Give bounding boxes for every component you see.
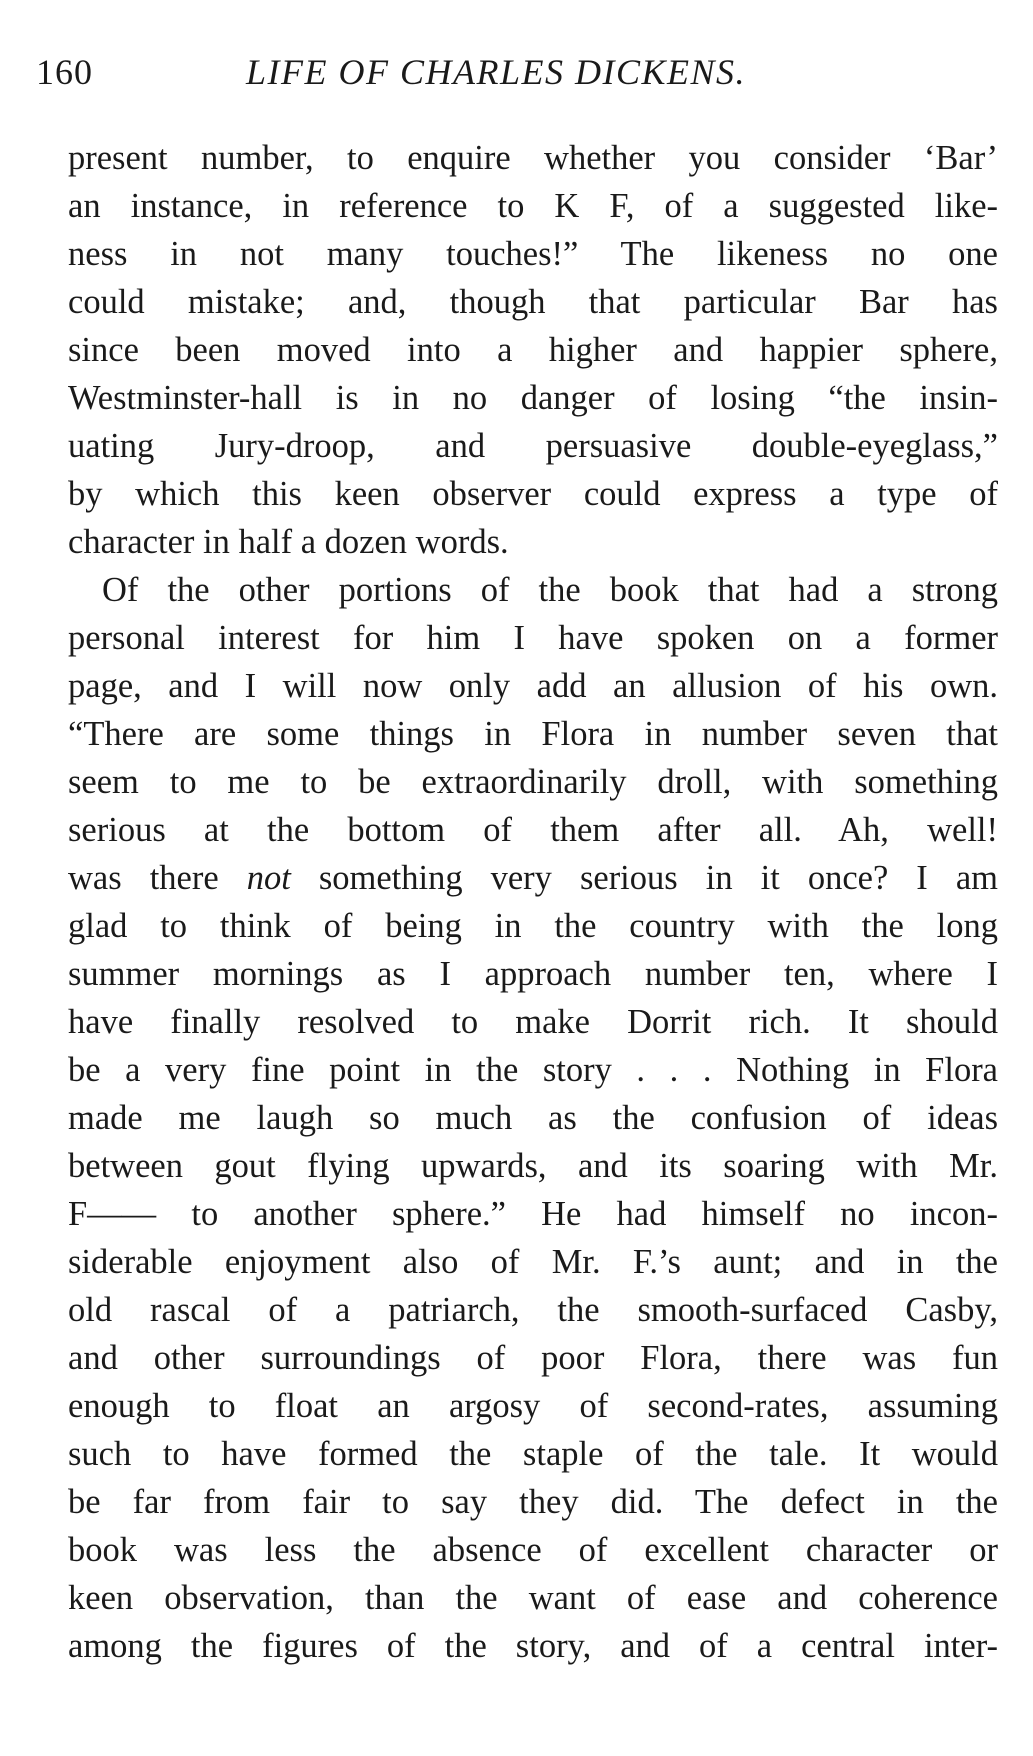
text-line: “There are some things in Flora in number seven that [68, 715, 998, 753]
text-line: book was less the absence of excellent character or [68, 1531, 998, 1569]
running-head [36, 48, 816, 96]
text-line: present number, to enquire whether you consider ‘Bar’ [68, 139, 998, 177]
paragraph-end-line: character in half a dozen words. [68, 523, 509, 561]
text-line: could mistake; and, though that particular Bar has [68, 283, 998, 321]
text-segment: was there [68, 859, 247, 897]
text-line: ness in not many touches!” The likeness no one [68, 235, 998, 273]
body-text [68, 134, 998, 1670]
text-line: glad to think of being in the country with the long [68, 907, 998, 945]
page-number: 160 [36, 52, 93, 92]
text-line: Westminster-hall is in no danger of losing “the insin- [68, 379, 998, 417]
text-line: page, and I will now only add an allusion of his own. [68, 667, 998, 705]
text-line: since been moved into a higher and happier sphere, [68, 331, 998, 369]
text-line: by which this keen observer could express a type of [68, 475, 998, 513]
text-line: made me laugh so much as the confusion of ideas [68, 1099, 998, 1137]
text-line: enough to float an argosy of second-rates, assuming [68, 1387, 998, 1425]
text-line: be a very fine point in the story . . . Nothing in Flora [68, 1051, 998, 1089]
text-line: personal interest for him I have spoken on a former [68, 619, 998, 657]
paragraph-start-line: Of the other portions of the book that had a strong [102, 571, 998, 609]
text-line: be far from fair to say they did. The defect in the [68, 1483, 998, 1521]
text-line: such to have formed the staple of the tale. It would [68, 1435, 998, 1473]
text-line: have finally resolved to make Dorrit rich. It should [68, 1003, 998, 1041]
text-line: and other surroundings of poor Flora, there was fun [68, 1339, 998, 1377]
text-segment: something very serious in it once? I am [290, 859, 998, 897]
text-line: between gout flying upwards, and its soaring with Mr. [68, 1147, 998, 1185]
text-line: keen observation, than the want of ease and coherence [68, 1579, 998, 1617]
text-line: uating Jury-droop, and persuasive double-eyeglass,” [68, 427, 998, 465]
text-line: among the figures of the story, and of a central inter- [68, 1627, 998, 1665]
text-line: old rascal of a patriarch, the smooth-surfaced Casby, [68, 1291, 998, 1329]
text-line: siderable enjoyment also of Mr. F.’s aunt; and in the [68, 1243, 998, 1281]
running-title: LIFE OF CHARLES DICKENS. [246, 52, 746, 92]
text-line: an instance, in reference to K F, of a suggested like- [68, 187, 998, 225]
text-line: seem to me to be extraordinarily droll, with something [68, 763, 998, 801]
italic-word: not [246, 859, 291, 897]
text-line: summer mornings as I approach number ten, where I [68, 955, 998, 993]
text-line: F—— to another sphere.” He had himself no incon- [68, 1195, 998, 1233]
text-line-with-italic [68, 854, 998, 902]
text-line: serious at the bottom of them after all. Ah, well! [68, 811, 998, 849]
